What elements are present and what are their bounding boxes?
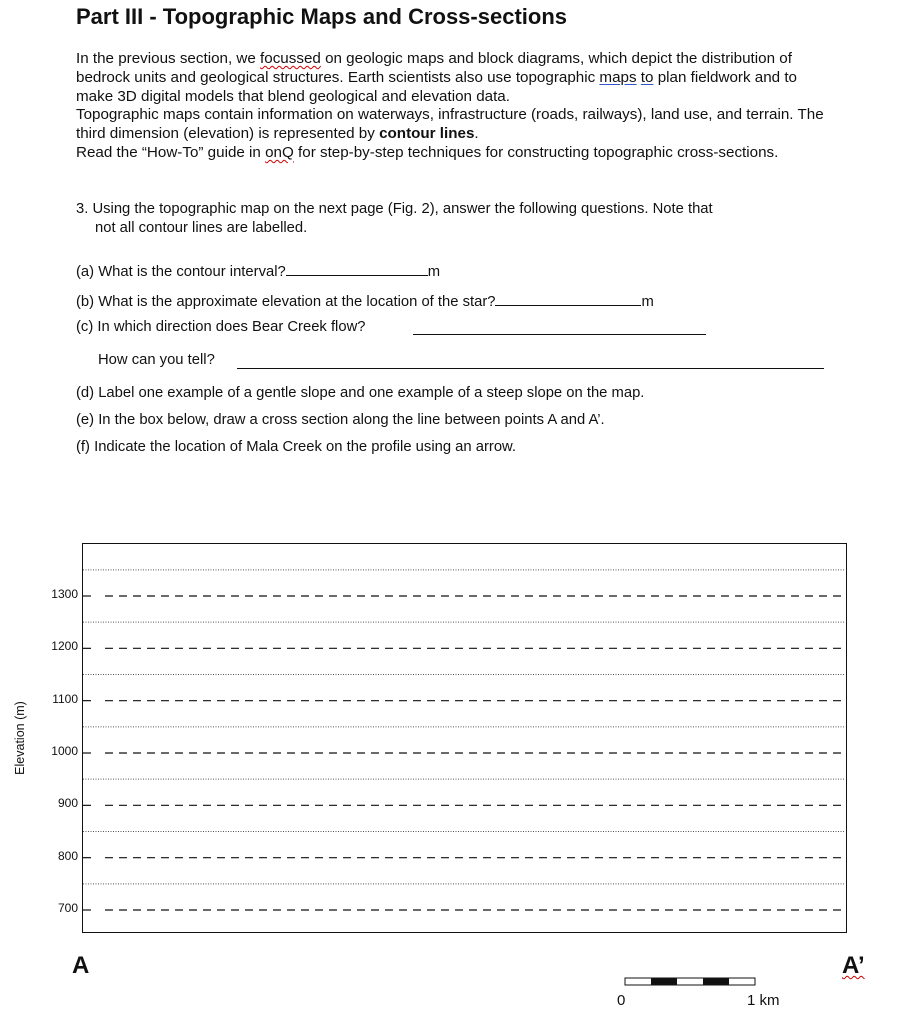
spellcheck-word: focussed — [260, 50, 321, 67]
spellcheck-word: onQ — [265, 143, 294, 161]
question-b: (b) What is the approximate elevation at the location of the star? m — [76, 291, 654, 310]
y-axis-label: Elevation (m) — [13, 701, 27, 775]
scale-bar-end-label: 1 km — [747, 992, 780, 1009]
y-tick-label: 1300 — [51, 587, 78, 601]
scale-bar-outline — [625, 978, 755, 985]
question-c-how: How can you tell? — [98, 352, 215, 368]
answer-blank-c[interactable] — [413, 320, 706, 335]
y-tick-label: 1200 — [51, 639, 78, 654]
cross-section-box[interactable] — [82, 543, 847, 933]
question-e: (e) In the box below, draw a cross section along the line between points A and A’. — [76, 412, 605, 428]
answer-blank-a[interactable] — [286, 261, 428, 276]
question-3-line-1: 3. Using the topographic map on the next page (Fig. 2), answer the following questions. Note that — [76, 201, 713, 217]
scale-bar — [624, 976, 758, 988]
y-tick-label: 900 — [57, 796, 78, 811]
y-tick-label: 1100 — [52, 691, 78, 706]
question-c: (c) In which direction does Bear Creek flow? — [76, 319, 366, 335]
scale-bar-start-label: 0 — [617, 992, 626, 1009]
point-a-label: A — [72, 952, 90, 979]
intro-paragraph-3: Read the “How-To” guide in onQ for step-by-step techniques for constructing topographic cross-sections. — [76, 143, 779, 161]
point-a-prime-label: A’ — [842, 952, 865, 979]
intro-text — [76, 50, 836, 163]
y-tick-label: 1000 — [51, 744, 78, 758]
page-title: Part III - Topographic Maps and Cross-sections — [76, 4, 568, 29]
answer-blank-b[interactable] — [495, 291, 641, 306]
scale-bar-segment — [651, 978, 677, 985]
answer-blank-c-how[interactable] — [237, 354, 824, 369]
hyperlink-to[interactable]: to — [640, 68, 654, 86]
hyperlink-maps[interactable]: maps — [599, 68, 637, 86]
question-d: (d) Label one example of a gentle slope and one example of a steep slope on the map. — [76, 385, 645, 401]
y-tick-label: 800 — [57, 848, 78, 863]
question-a: (a) What is the contour interval? m — [76, 261, 440, 280]
cross-section-grid — [83, 544, 845, 931]
scale-bar-segment — [703, 978, 729, 985]
intro-paragraph-2: Topographic maps contain information on waterways, infrastructure (roads, railways), land use, and terrain. The third dimension (elevation) is represented by contour lines. — [76, 106, 824, 143]
y-tick-label: 700 — [57, 901, 78, 915]
question-f: (f) Indicate the location of Mala Creek on the profile using an arrow. — [76, 439, 517, 455]
intro-paragraph-1: In the previous section, we focussed on geologic maps and block diagrams, which depict the distribution of bedrock units and geological structures. Earth scientists also use topographic maps to plan fieldwork and to make 3D digital models that blend geological and elevation data. — [76, 50, 797, 105]
question-3-line-2: not all contour lines are labelled. — [95, 220, 308, 236]
